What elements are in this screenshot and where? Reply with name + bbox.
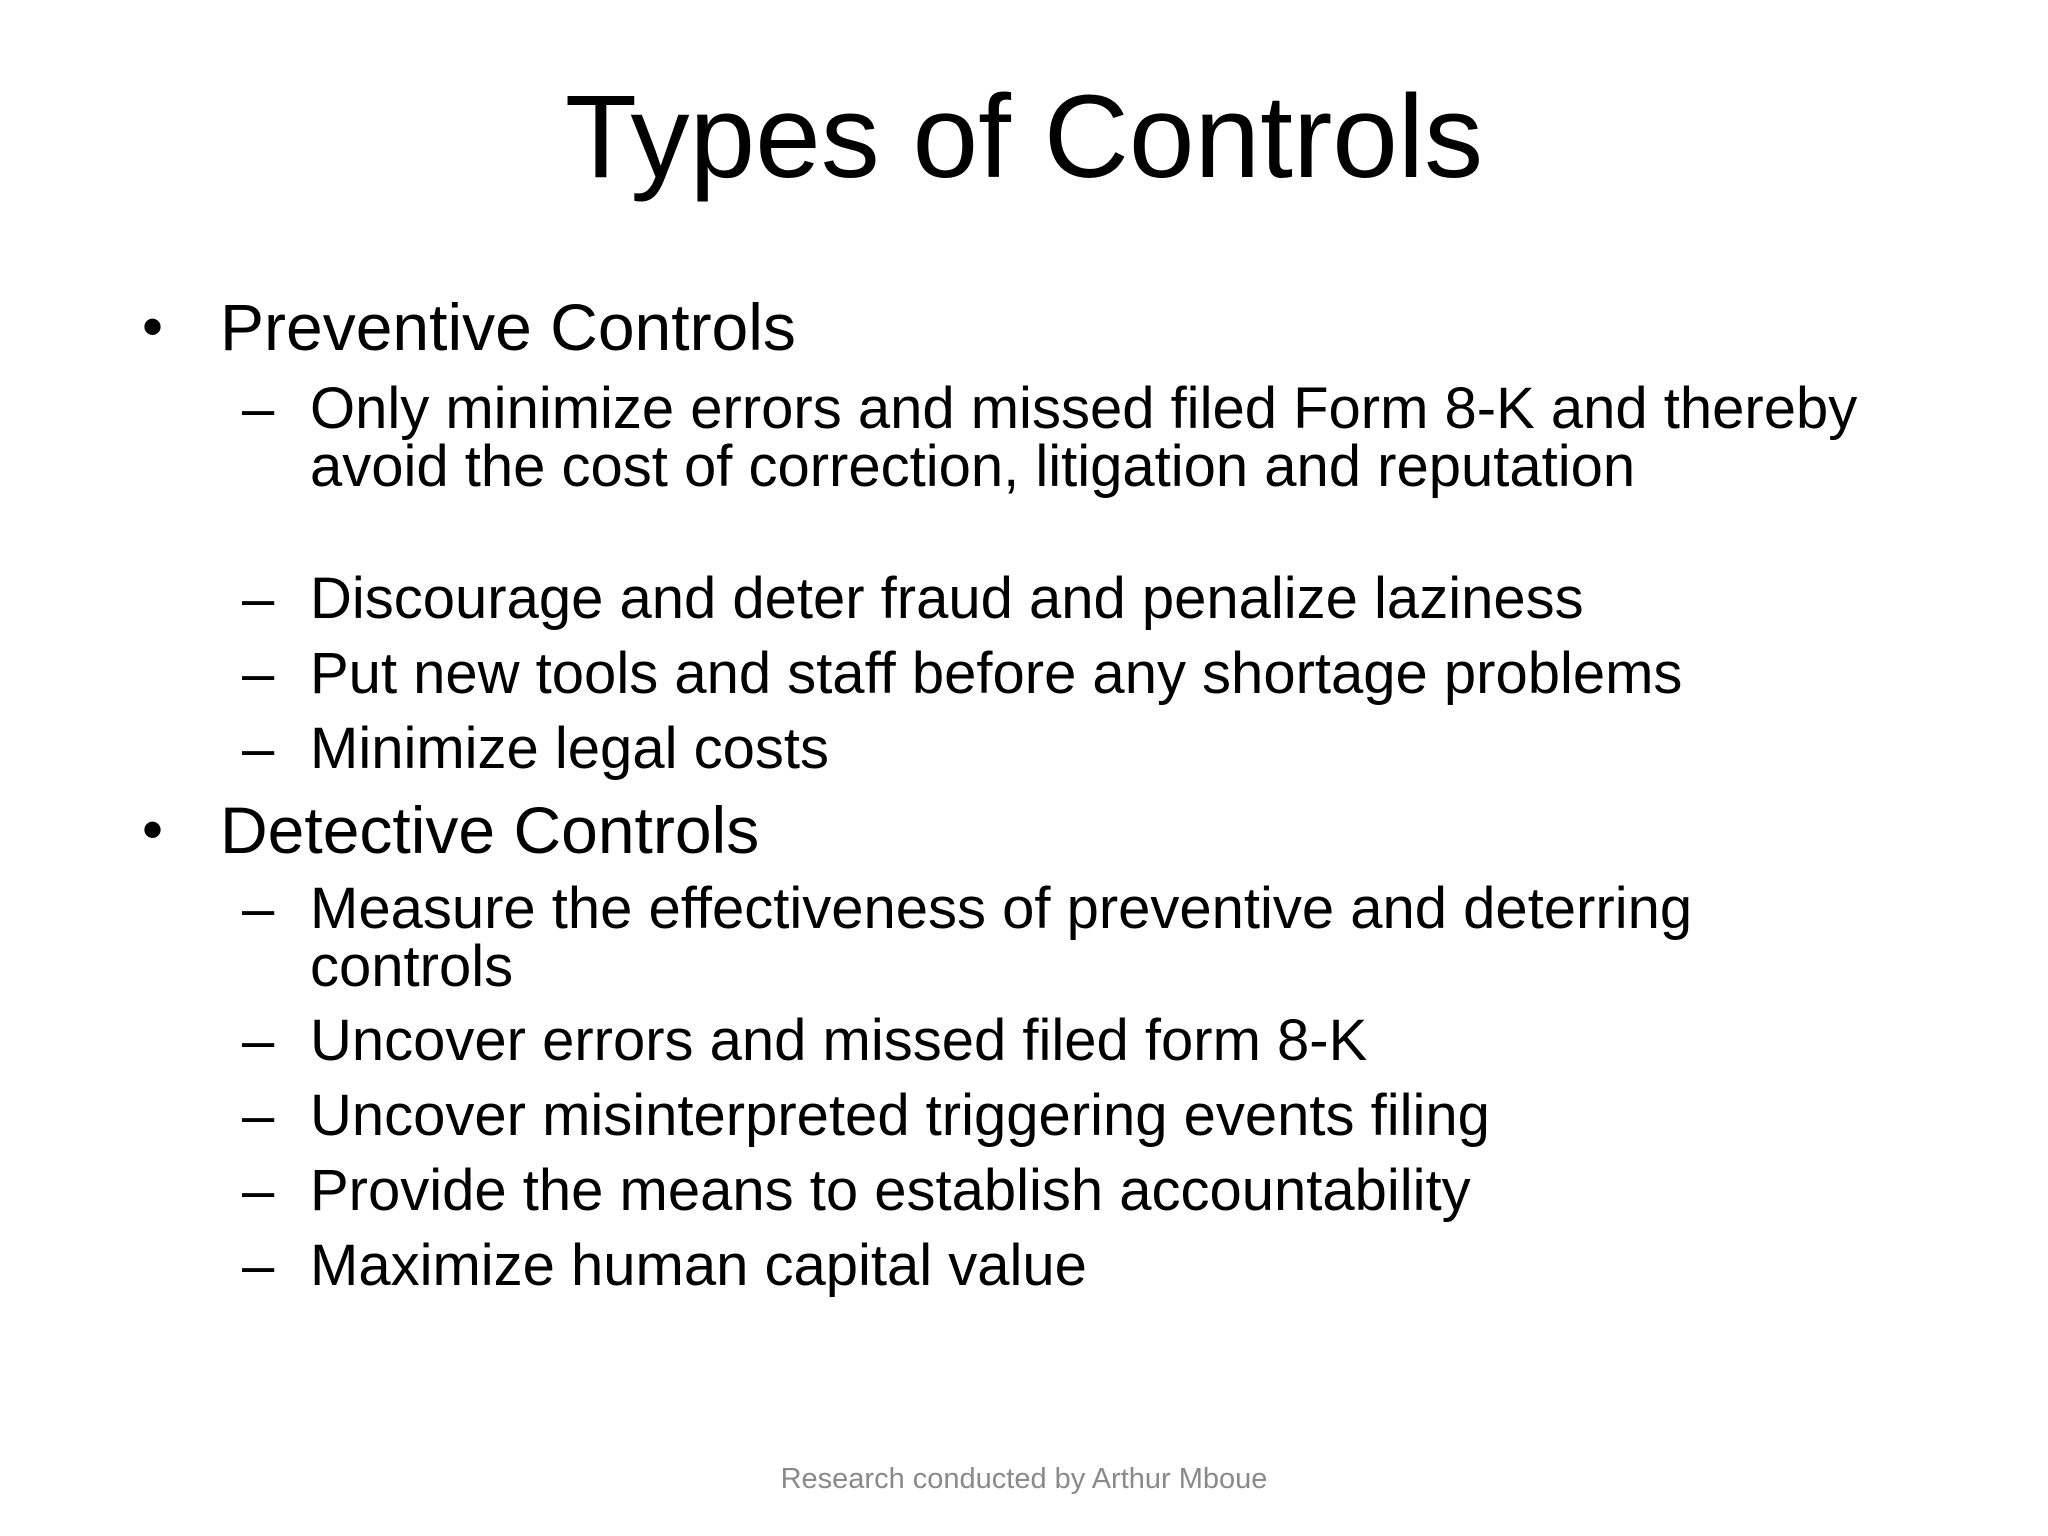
- list-item-preventive-4: [242, 716, 1870, 781]
- dash-icon: –: [242, 716, 275, 781]
- dash-icon: –: [242, 1233, 275, 1298]
- list-item-text: Uncover misinterpreted triggering events filing: [310, 1083, 1490, 1148]
- section-heading-text: Detective Controls: [220, 793, 760, 867]
- dash-icon: –: [242, 876, 275, 941]
- list-item-preventive-1: [242, 376, 1870, 499]
- dash-icon: –: [242, 376, 275, 441]
- slide-footer: Research conducted by Arthur Mboue: [780, 1463, 1268, 1495]
- list-item-detective-2: [242, 1008, 1870, 1073]
- list-item-detective-4: [242, 1158, 1870, 1223]
- section-heading-detective: [142, 793, 760, 867]
- list-item-text: Uncover errors and missed filed form 8-K: [310, 1008, 1368, 1073]
- list-item-detective-1: [242, 876, 1870, 999]
- section-heading-preventive: [142, 290, 796, 364]
- list-item-text: Only minimize errors and missed filed Form 8-K and thereby avoid the cost of correction, litigation and reputation: [310, 376, 1858, 499]
- dash-icon: –: [242, 1008, 275, 1073]
- list-item-preventive-2: [242, 566, 1870, 631]
- bullet-icon: •: [142, 293, 164, 360]
- dash-icon: –: [242, 1083, 275, 1148]
- list-item-preventive-3: [242, 641, 1870, 706]
- list-item-text: Minimize legal costs: [310, 716, 829, 781]
- bullet-icon: •: [142, 796, 164, 863]
- list-item-text: Measure the effectiveness of preventive and deterring controls: [310, 876, 1693, 999]
- list-item-text: Maximize human capital value: [310, 1233, 1087, 1298]
- dash-icon: –: [242, 641, 275, 706]
- list-item-text: Discourage and deter fraud and penalize laziness: [310, 566, 1584, 631]
- list-item-text: Provide the means to establish accountability: [310, 1158, 1471, 1223]
- section-heading-text: Preventive Controls: [220, 290, 796, 364]
- list-item-detective-5: [242, 1233, 1870, 1298]
- dash-icon: –: [242, 1158, 275, 1223]
- list-item-detective-3: [242, 1083, 1870, 1148]
- dash-icon: –: [242, 566, 275, 631]
- list-item-text: Put new tools and staff before any shortage problems: [310, 641, 1683, 706]
- slide-title: Types of Controls: [564, 71, 1484, 203]
